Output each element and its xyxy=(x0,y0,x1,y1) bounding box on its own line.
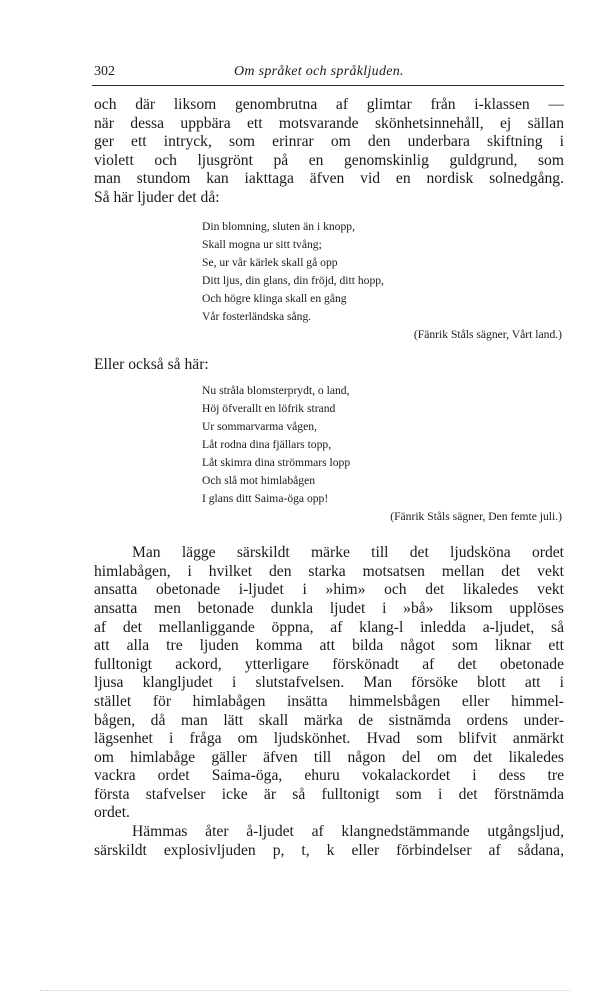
poem-line: Höj öfverallt en löfrik strand xyxy=(202,402,336,416)
text-line: och där liksom genombrutna af glimtar från i-klassen — xyxy=(94,96,564,113)
text-line: ansatta men betonade dunkla ljudet i »bå» liksom upplöses xyxy=(94,599,564,617)
text-line: bågen, då man lätt skall märka de sistnämda ordens under- xyxy=(94,711,564,729)
poem-line: Se, ur vår kärlek skall gå opp xyxy=(202,255,338,269)
poem-source: (Fänrik Ståls sägner, Den femte juli.) xyxy=(390,510,562,524)
poem-line: Låt rodna dina fjällars topp, xyxy=(202,438,332,452)
poem-line: Och högre klinga skall en gång xyxy=(202,291,347,305)
header-rule xyxy=(92,85,564,86)
text-line: att alla tre ljuden komma att bilda något som liknar ett xyxy=(94,637,564,655)
text-line: första stafvelser icke är så fulltonigt som i det förstnämda xyxy=(94,785,564,803)
page-bottom-edge xyxy=(40,990,570,991)
poem-line: Vår fosterländska sång. xyxy=(202,309,312,323)
poem-line: Och slå mot himlabågen xyxy=(202,474,316,488)
text-line: Man lägge särskildt märke till det ljudsköna ordet xyxy=(132,544,564,562)
text-line: ger ett intryck, som erinrar om den underbara skiftning i xyxy=(94,133,564,151)
text-line: Så här ljuder det då: xyxy=(94,188,220,206)
poem-source: (Fänrik Ståls sägner, Vårt land.) xyxy=(413,327,562,341)
text-line: stället för himlabågen insätta himmelsbågen eller himmel- xyxy=(94,692,564,710)
text-line: vackra ordet Saima-öga, ehuru vokalackordet i dess tre xyxy=(94,767,564,785)
intro-paragraph xyxy=(94,96,564,208)
poem-line: Nu stråla blomsterprydt, o land, xyxy=(202,384,350,398)
page-number: 302 xyxy=(94,64,115,79)
lead-line: Eller också så här: xyxy=(94,355,209,373)
poem-line: I glans ditt Saima-öga opp! xyxy=(202,492,329,506)
running-title: Om språket och språkljuden. xyxy=(234,64,404,79)
poem-vart-land xyxy=(202,218,564,344)
text-line: om himlabåge gäller äfven till någon del om det likaledes xyxy=(94,748,564,766)
text-line: lägsenhet i fråga om ljudskönhet. Hvad som blifvit anmärkt xyxy=(94,730,564,748)
text-line: ansatta obetonade i-ljudet i »him» och det likaledes vekt xyxy=(94,581,564,599)
poem-line: Ur sommarvarma vågen, xyxy=(202,420,317,434)
text-line: man stundom kan iakttaga äfven vid en nordisk solnedgång. xyxy=(94,170,564,188)
poem-den-femte-juli xyxy=(202,382,564,526)
text-line: Hämmas åter å-ljudet af klangnedstämmande utgångsljud, xyxy=(132,823,564,841)
text-line: violett och ljusgrönt på en genomskinlig guldgrund, som xyxy=(94,151,564,169)
poem-line: Ditt ljus, din glans, din fröjd, ditt hopp, xyxy=(202,273,384,287)
text-line: ljusa klangljudet i slutstafvelsen. Man försöke blott att i xyxy=(94,674,564,692)
poem-line: Låt skimra dina strömmars lopp xyxy=(202,456,351,470)
body-paragraph-2 xyxy=(94,823,564,860)
page-header xyxy=(94,64,564,84)
text-line: fulltonigt ackord, ytterligare förskönadt af det obetonade xyxy=(94,655,564,673)
poem-line: Skall mogna ur sitt tvång; xyxy=(202,237,322,251)
text-line: ordet. xyxy=(94,804,130,822)
poem-line: Din blomning, sluten än i knopp, xyxy=(202,219,355,233)
text-line: himlabågen, i hvilket den starka motsatsen mellan det vekt xyxy=(94,562,564,580)
text-line: af det mellanliggande öppna, af klang-l inledda a-ljudet, så xyxy=(94,618,564,636)
text-line: särskildt explosivljuden p, t, k eller förbindelser af sådana, xyxy=(94,841,564,859)
body-paragraph-1 xyxy=(94,544,564,823)
text-line: när dessa uppbära ett motsvarande skönhetsinnehåll, ej sällan xyxy=(94,114,564,132)
main-text xyxy=(94,96,564,860)
